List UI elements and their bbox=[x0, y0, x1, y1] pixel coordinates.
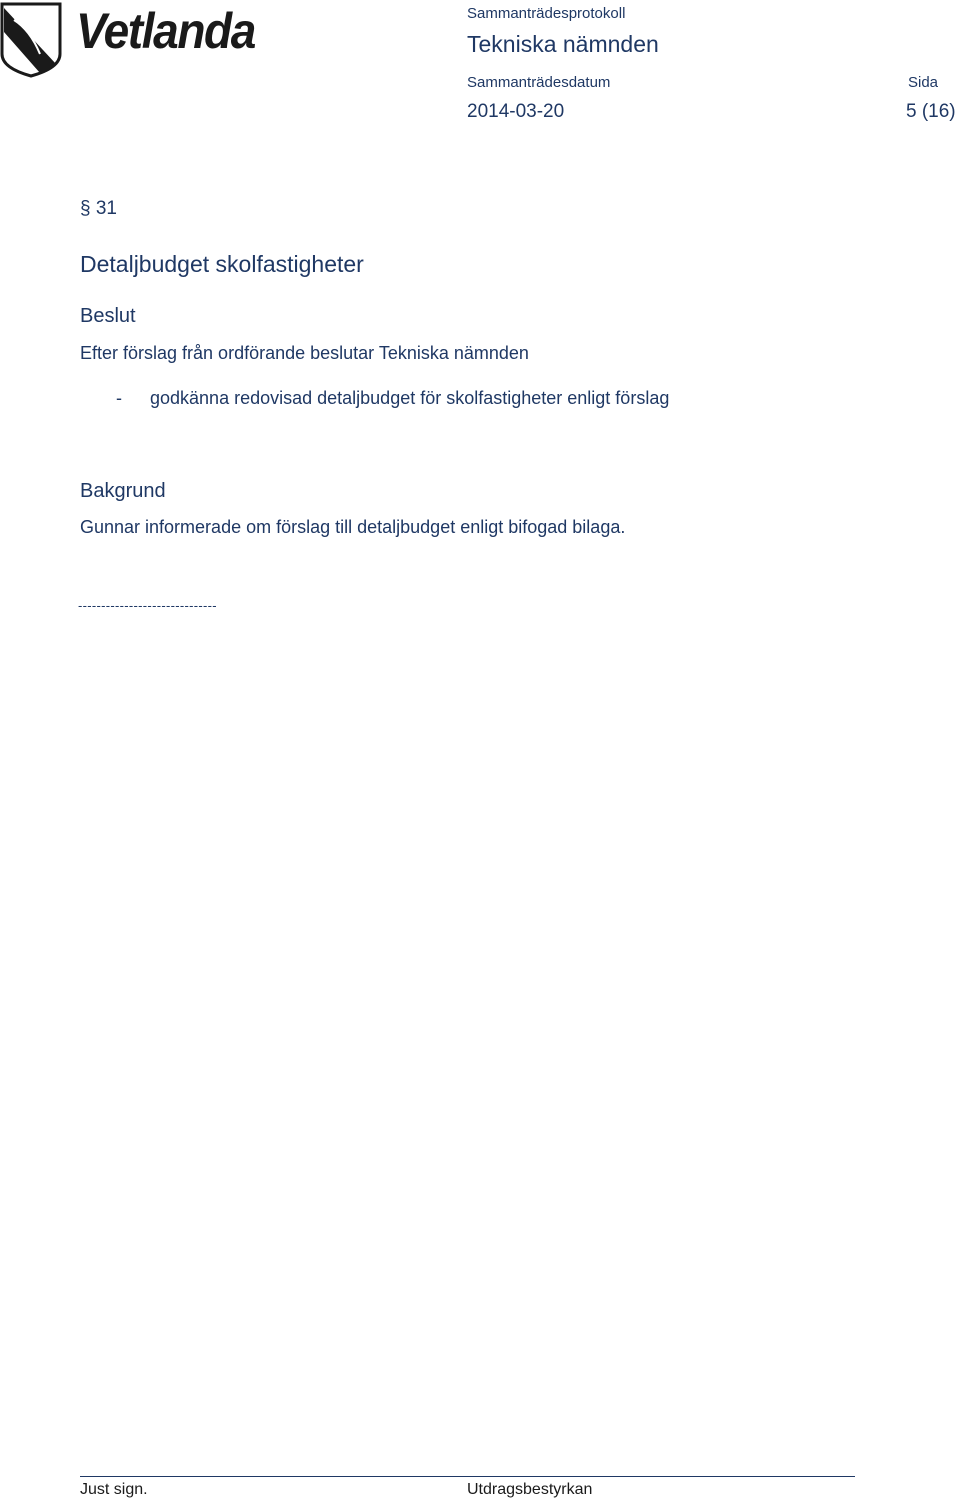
just-sign-label: Just sign. bbox=[80, 1481, 148, 1498]
municipality-crest-icon bbox=[0, 2, 62, 78]
meeting-date-label: Sammanträdesdatum bbox=[467, 74, 611, 91]
paragraph-number: § 31 bbox=[80, 198, 117, 219]
section-title: Detaljbudget skolfastigheter bbox=[80, 251, 364, 277]
background-heading: Bakgrund bbox=[80, 480, 166, 502]
committee-name: Tekniska nämnden bbox=[467, 31, 659, 57]
municipality-logo-text: Vetlanda bbox=[76, 3, 255, 59]
decision-heading: Beslut bbox=[80, 305, 136, 327]
decision-item-bullet: - bbox=[116, 388, 122, 408]
decision-item-text: godkänna redovisad detaljbudget för skolfastigheter enligt förslag bbox=[150, 388, 670, 408]
end-separator: ------------------------------ bbox=[78, 598, 217, 613]
page-number: 5 (16) bbox=[906, 101, 956, 122]
document-type-label: Sammanträdesprotokoll bbox=[467, 5, 626, 22]
decision-intro: Efter förslag från ordförande beslutar Tekniska nämnden bbox=[80, 343, 529, 363]
background-text: Gunnar informerade om förslag till detaljbudget enligt bifogad bilaga. bbox=[80, 517, 626, 537]
extract-certification-label: Utdragsbestyrkan bbox=[467, 1481, 593, 1498]
footer-rule bbox=[80, 1476, 855, 1477]
meeting-date-value: 2014-03-20 bbox=[467, 101, 565, 122]
page-label: Sida bbox=[908, 74, 939, 91]
